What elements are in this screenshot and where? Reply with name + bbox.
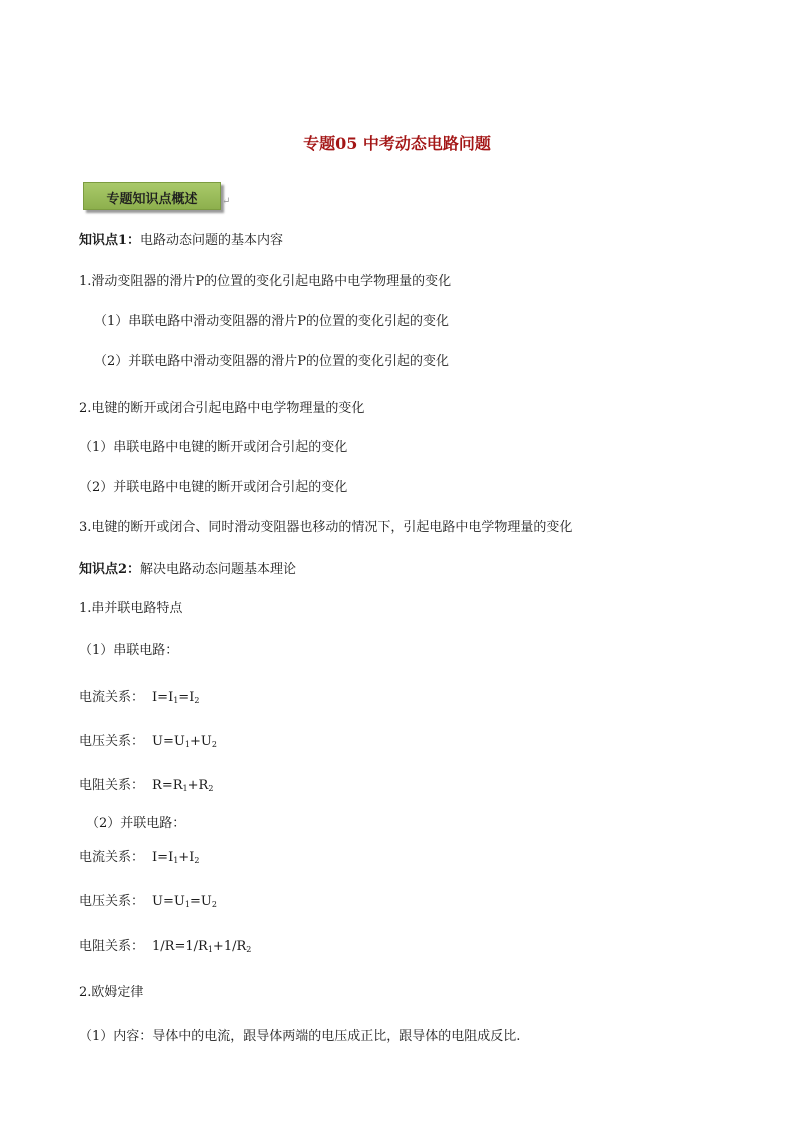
item-2-a: （1）串联电路中电键的断开或闭合引起的变化 [79, 440, 348, 455]
kp2-text: 解决电路动态问题基本理论 [140, 562, 297, 577]
series-current: 电流关系： $I=I_1=I_2$ [79, 690, 200, 705]
subsection-1: 1.串并联电路特点 [79, 601, 183, 616]
parallel-current-label: 电流关系： [79, 850, 145, 865]
parallel-heading: （2）并联电路： [86, 816, 186, 831]
series-resistance-label: 电阻关系： [79, 778, 145, 793]
item-2: 2.电键的断开或闭合引起电路中电学物理量的变化 [79, 401, 365, 416]
series-heading: （1）串联电路： [79, 643, 179, 658]
parallel-voltage-label: 电压关系： [79, 894, 145, 909]
series-voltage-label: 电压关系： [79, 734, 145, 749]
series-voltage: 电压关系： $U=U_1+U_2$ [79, 734, 217, 749]
parallel-current: 电流关系： $I=I_1+I_2$ [79, 850, 200, 865]
series-current-label: 电流关系： [79, 690, 145, 705]
knowledge-point-2 [79, 561, 296, 579]
page-title: 专题05 中考动态电路问题 [303, 134, 491, 153]
item-1-a: （1）串联电路中滑动变阻器的滑片P的位置的变化引起的变化 [94, 314, 450, 329]
section-badge [83, 182, 221, 210]
kp1-heading: 知识点1： [79, 233, 141, 248]
kp1-text: 电路动态问题的基本内容 [140, 233, 284, 248]
subsection-2: 2.欧姆定律 [79, 985, 144, 1000]
series-resistance: 电阻关系： $R=R_1+R_2$ [79, 778, 214, 793]
item-2-b: （2）并联电路中电键的断开或闭合引起的变化 [79, 480, 348, 495]
knowledge-point-1 [79, 232, 283, 250]
item-3: 3.电键的断开或闭合、同时滑动变阻器也移动的情况下，引起电路中电学物理量的变化 [79, 520, 573, 535]
kp2-heading: 知识点2： [79, 562, 141, 577]
section-badge-label: 专题知识点概述 [106, 192, 198, 207]
item-1: 1.滑动变阻器的滑片P的位置的变化引起电路中电学物理量的变化 [79, 274, 452, 289]
parallel-resistance-label: 电阻关系： [79, 939, 145, 954]
item-1-b: （2）并联电路中滑动变阻器的滑片P的位置的变化引起的变化 [94, 354, 450, 369]
paragraph-mark-icon: ↵ [222, 196, 231, 207]
parallel-resistance: 电阻关系： $1/R=1/R_1+1/R_2$ [79, 939, 252, 954]
parallel-voltage: 电压关系： $U=U_1=U_2$ [79, 894, 217, 909]
ohm-law-content: （1）内容：导体中的电流，跟导体两端的电压成正比，跟导体的电阻成反比. [79, 1029, 521, 1044]
